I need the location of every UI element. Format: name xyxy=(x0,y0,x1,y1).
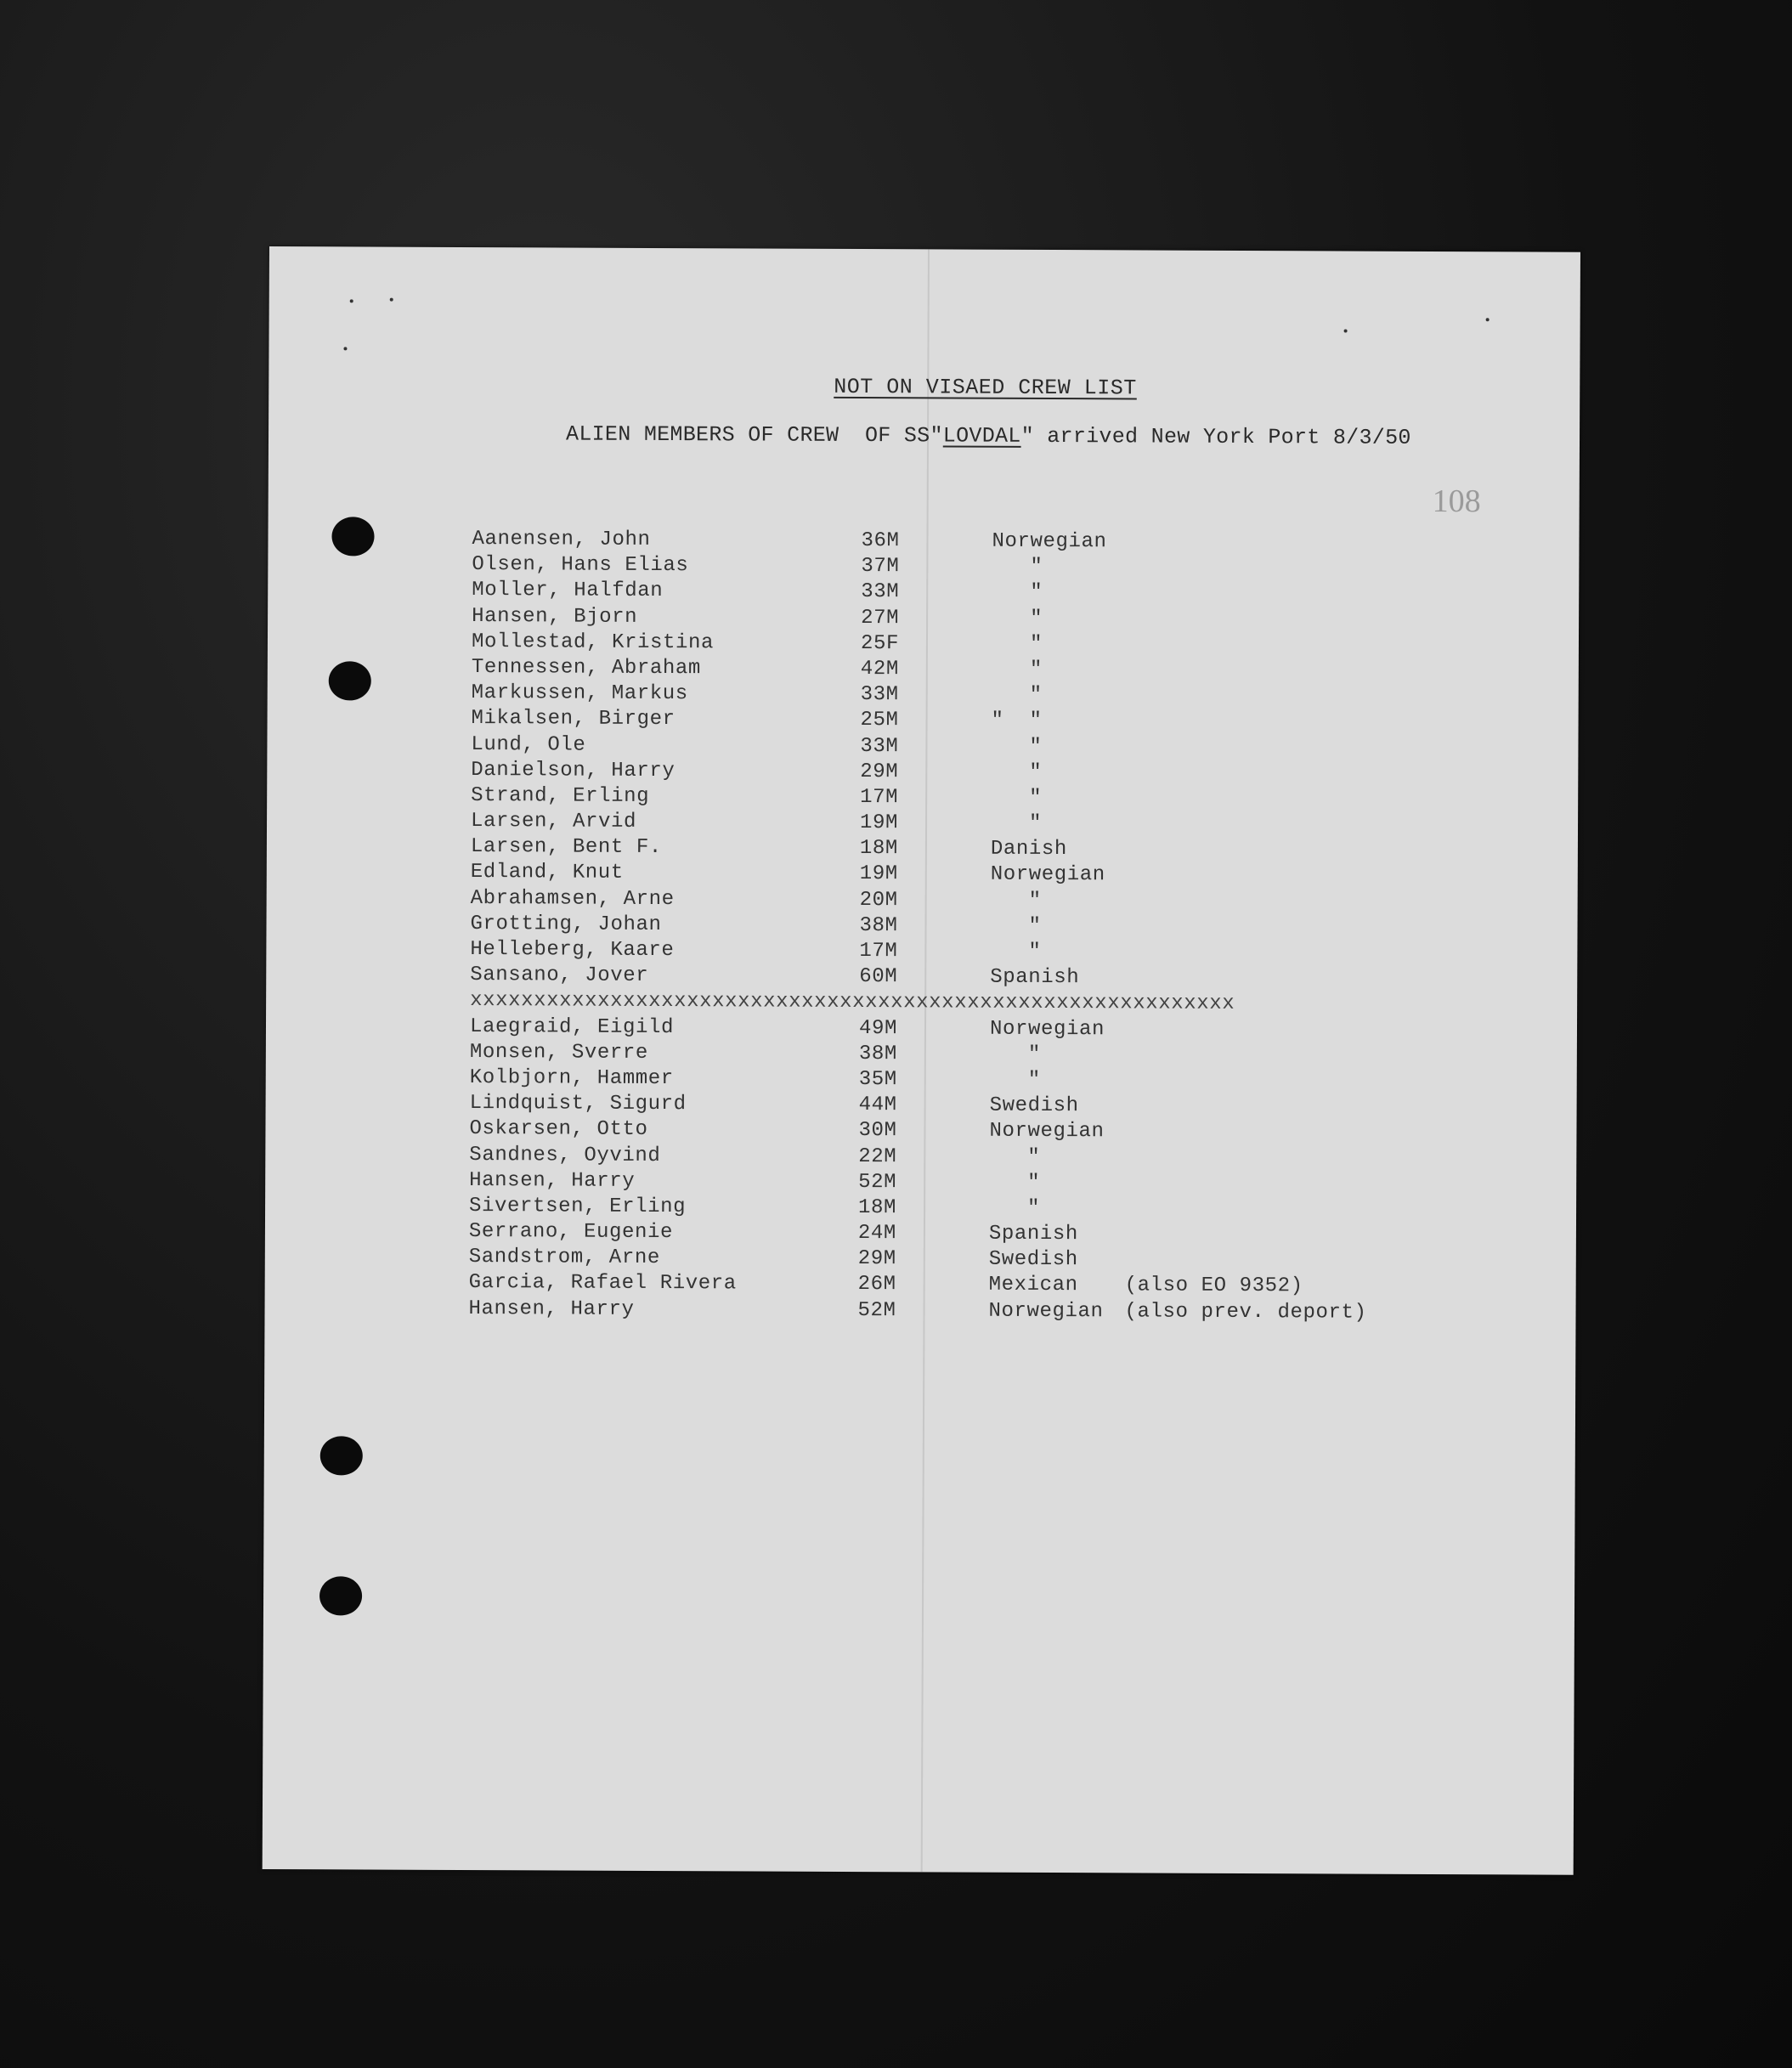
crew-name: Strand, Erling xyxy=(471,783,650,808)
crew-name: Grotting, Johan xyxy=(470,912,662,936)
crew-age-sex: 52M xyxy=(858,1170,897,1194)
crew-age-sex: 35M xyxy=(858,1067,897,1092)
crew-age-sex: 19M xyxy=(859,811,899,835)
document-subtitle xyxy=(566,422,1411,450)
crew-nationality: " xyxy=(989,1145,1041,1169)
crew-age-sex: 19M xyxy=(859,862,898,886)
crew-age-sex: 25F xyxy=(860,631,900,655)
ship-name: LOVDAL xyxy=(942,423,1021,449)
crew-nationality: Danish xyxy=(990,837,1067,862)
crew-name: Danielson, Harry xyxy=(471,758,676,783)
crew-nationality: Norwegian xyxy=(992,529,1107,554)
page-number-stamp: 108 xyxy=(1432,483,1481,520)
crew-age-sex: 49M xyxy=(858,1016,898,1040)
crew-age-sex: 29M xyxy=(857,1247,896,1271)
crew-name: Sandnes, Oyvind xyxy=(469,1143,661,1167)
crew-nationality: " xyxy=(989,1042,1041,1066)
crew-name: Edland, Knut xyxy=(470,861,624,885)
fold-crease xyxy=(921,249,930,1872)
crew-name: Lindquist, Sigurd xyxy=(469,1092,687,1116)
crew-age-sex: 18M xyxy=(858,1195,897,1220)
punch-hole xyxy=(329,661,371,700)
crew-nationality: Norwegian xyxy=(988,1299,1104,1323)
crew-name: Lund, Ole xyxy=(471,732,586,757)
speck xyxy=(350,299,353,302)
crew-age-sex: 33M xyxy=(860,683,899,707)
crew-nationality: " xyxy=(990,940,1042,963)
crew-name: Tennessen, Abraham xyxy=(471,655,701,681)
crew-nationality: Swedish xyxy=(988,1247,1078,1272)
crew-name: Kolbjorn, Hammer xyxy=(469,1065,674,1091)
punch-hole xyxy=(319,1576,362,1615)
crew-nationality: Norwegian xyxy=(989,1017,1105,1041)
crew-nationality: " xyxy=(992,607,1043,630)
document-page xyxy=(263,246,1580,1875)
crew-nationality: " xyxy=(991,786,1043,810)
crew-name: Moller, Halfdan xyxy=(472,579,664,603)
crew-name: Sivertsen, Erling xyxy=(469,1194,687,1219)
crew-age-sex: 22M xyxy=(858,1144,897,1168)
crew-name: Helleberg, Kaare xyxy=(470,938,675,963)
crew-age-sex: 36M xyxy=(861,529,900,553)
crew-name: Laegraid, Eigild xyxy=(469,1014,675,1039)
crew-name: Hansen, Harry xyxy=(469,1168,636,1193)
crew-nationality: " xyxy=(991,683,1043,708)
crew-age-sex: 27M xyxy=(861,606,900,630)
crew-name: Olsen, Hans Elias xyxy=(472,553,689,578)
crew-nationality: " xyxy=(989,1068,1041,1092)
punch-hole xyxy=(331,517,374,556)
crew-age-sex: 29M xyxy=(860,760,899,783)
crew-name: Monsen, Sverre xyxy=(469,1040,648,1065)
crew-age-sex: 30M xyxy=(858,1119,897,1143)
crew-nationality: Mexican xyxy=(988,1274,1078,1297)
crew-age-sex: 37M xyxy=(861,555,900,579)
punch-hole xyxy=(320,1436,363,1475)
crew-list xyxy=(468,528,1367,1325)
crew-age-sex: 42M xyxy=(860,657,899,681)
crew-nationality: Spanish xyxy=(990,965,1080,990)
crew-name: Serrano, Eugenie xyxy=(468,1220,674,1245)
crew-nationality: Norwegian xyxy=(989,1120,1105,1144)
crew-age-sex: 24M xyxy=(857,1222,897,1246)
crew-name: Abrahamsen, Arne xyxy=(470,886,675,911)
crew-age-sex: 25M xyxy=(860,709,899,732)
crew-nationality: Swedish xyxy=(989,1093,1079,1118)
crew-name: Sandstrom, Arne xyxy=(468,1246,660,1270)
crew-age-sex: 26M xyxy=(857,1273,896,1297)
crew-age-sex: 17M xyxy=(860,785,899,810)
crew-name: Markussen, Markus xyxy=(471,681,688,706)
crew-name: Mollestad, Kristina xyxy=(471,630,715,655)
crew-nationality: " xyxy=(990,889,1042,913)
crew-nationality: " xyxy=(991,760,1043,784)
crew-age-sex: 44M xyxy=(858,1093,897,1117)
crew-nationality: Norwegian xyxy=(990,863,1105,887)
crew-age-sex: 33M xyxy=(861,580,900,604)
crew-note: (also prev. deport) xyxy=(1124,1300,1367,1325)
crew-nationality: " xyxy=(992,581,1043,605)
crew-name: Sansano, Jover xyxy=(470,963,649,988)
crew-age-sex: 20M xyxy=(859,888,898,912)
crew-age-sex: 38M xyxy=(859,913,898,938)
crew-nationality: " xyxy=(991,632,1043,656)
crew-name: Mikalsen, Birger xyxy=(471,707,676,732)
crew-age-sex: 18M xyxy=(859,837,898,861)
strike-marks: xxxxxxxxxxxxxxxxxxxxxxxxxxxxxxxxxxxxxxxxxxxxxxxxxxxxxxxxxxxx xyxy=(470,989,1235,1016)
crew-nationality: " xyxy=(990,914,1042,938)
crew-age-sex: 17M xyxy=(859,940,898,963)
crew-age-sex: 33M xyxy=(860,734,899,758)
crew-nationality: " xyxy=(989,1196,1041,1220)
crew-name: Garcia, Rafael Rivera xyxy=(468,1271,737,1296)
crew-age-sex: 60M xyxy=(859,965,898,989)
crew-nationality: " xyxy=(991,735,1043,759)
speck xyxy=(390,298,393,302)
document-title: NOT ON VISAED CREW LIST xyxy=(834,374,1137,401)
struck-out-entry xyxy=(470,989,1235,1018)
crew-nationality: " xyxy=(992,555,1043,579)
crew-name: Aanensen, John xyxy=(472,528,651,551)
subtitle-suffix: " arrived New York Port 8/3/50 xyxy=(1020,423,1411,450)
crew-nationality: " xyxy=(990,811,1043,836)
speck xyxy=(343,347,347,350)
speck xyxy=(1486,318,1490,321)
speck xyxy=(1344,330,1348,333)
crew-age-sex: 52M xyxy=(857,1298,896,1322)
subtitle-prefix: ALIEN MEMBERS OF CREW OF SS" xyxy=(565,421,943,449)
crew-age-sex: 38M xyxy=(858,1042,897,1065)
crew-name: Larsen, Arvid xyxy=(470,810,637,833)
crew-name: Hansen, Harry xyxy=(468,1297,635,1321)
crew-note: (also EO 9352) xyxy=(1124,1274,1303,1298)
crew-nationality: " " xyxy=(991,709,1043,733)
crew-nationality: " xyxy=(991,658,1043,681)
crew-name: Hansen, Bjorn xyxy=(472,604,638,629)
crew-name: Oskarsen, Otto xyxy=(469,1117,648,1142)
crew-nationality: Spanish xyxy=(988,1222,1079,1246)
crew-nationality: " xyxy=(989,1171,1041,1195)
crew-name: Larsen, Bent F. xyxy=(470,835,663,860)
